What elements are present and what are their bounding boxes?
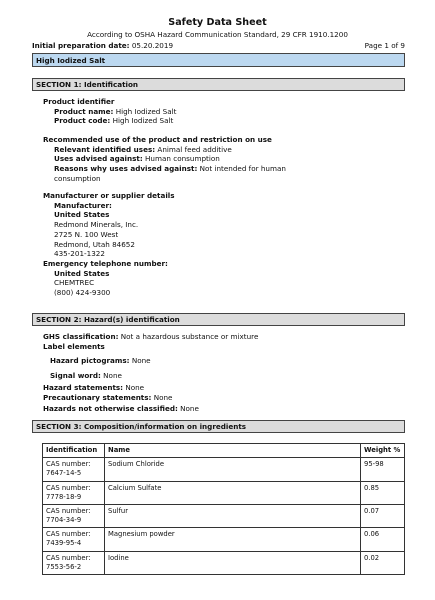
table-row	[43, 528, 405, 551]
weight-percent: 0.07	[361, 504, 405, 527]
signal-word-value: None	[103, 371, 122, 380]
uses-against-value: Human consumption	[145, 154, 220, 164]
hnoc-label: Hazards not otherwise classified:	[43, 404, 178, 414]
statements-block	[43, 383, 403, 414]
emergency-heading: Emergency telephone number:	[43, 259, 168, 268]
hnoc-value: None	[180, 404, 199, 414]
cas-label: CAS number:	[46, 530, 91, 539]
document-title: Safety Data Sheet	[168, 17, 267, 28]
table-row	[43, 504, 405, 527]
manufacturer-address-line2: Redmond, Utah 84652	[54, 239, 135, 249]
product-identifier-block	[43, 97, 403, 126]
pictograms-row	[43, 356, 403, 366]
label-elements-heading: Label elements	[43, 341, 105, 351]
cas-label: CAS number:	[46, 460, 91, 469]
composition-table	[42, 443, 405, 575]
signal-word-label: Signal word:	[50, 371, 101, 380]
table-row	[43, 481, 405, 504]
manufacturer-phone: 435-201-1322	[54, 249, 105, 259]
manufacturer-country: United States	[54, 210, 110, 220]
hazard-statements-value: None	[125, 383, 145, 392]
pictograms-value: None	[131, 356, 151, 365]
weight-percent: 0.85	[361, 481, 405, 504]
ghs-block	[43, 332, 403, 351]
column-header-weight: Weight %	[361, 444, 405, 458]
preparation-date-row	[32, 41, 405, 51]
manufacturer-details-heading: Manufacturer or supplier details	[43, 191, 175, 200]
manufacturer-label: Manufacturer:	[54, 200, 112, 210]
reasons-value-line1: Not intended for human	[199, 164, 286, 174]
ghs-value: Not a hazardous substance or mixture	[120, 332, 259, 341]
relevant-uses-label: Relevant identified uses:	[54, 144, 156, 154]
column-header-identification: Identification	[43, 444, 105, 458]
precautionary-label: Precautionary statements:	[43, 392, 152, 402]
page-number: Page 1 of 9	[364, 41, 405, 50]
hazard-statements-label: Hazard statements:	[43, 383, 124, 392]
ingredient-name: Iodine	[105, 551, 361, 574]
prep-date-label: Initial preparation date:	[32, 41, 130, 50]
product-identifier-heading: Product identifier	[43, 97, 115, 106]
prep-date-value: 05.20.2019	[131, 41, 174, 50]
cas-cell	[43, 481, 105, 504]
weight-percent: 0.02	[361, 551, 405, 574]
cas-cell	[43, 551, 105, 574]
product-banner: High Iodized Salt	[32, 53, 405, 67]
precautionary-value: None	[153, 392, 173, 402]
ghs-label: GHS classification:	[43, 332, 119, 341]
cas-cell	[43, 528, 105, 551]
cas-label: CAS number:	[46, 506, 91, 515]
reasons-label: Reasons why uses advised against:	[54, 164, 198, 174]
manufacturer-address-line1: 2725 N. 100 West	[54, 229, 119, 239]
emergency-block	[43, 259, 403, 298]
product-code-label: Product code:	[54, 116, 111, 126]
cas-cell	[43, 458, 105, 481]
cas-cell	[43, 504, 105, 527]
reasons-value-line2: consumption	[54, 173, 101, 183]
table-row	[43, 458, 405, 481]
table-header-row	[43, 444, 405, 458]
product-code-value: High Iodized Salt	[112, 116, 174, 126]
column-header-name: Name	[105, 444, 361, 458]
section-3-header: SECTION 3: Composition/information on ingredients	[32, 420, 405, 433]
cas-number: 7439-95-4	[46, 539, 82, 548]
weight-percent: 0.06	[361, 528, 405, 551]
manufacturer-block	[43, 191, 403, 259]
cas-number: 7778-18-9	[46, 492, 82, 501]
section-1-header: SECTION 1: Identification	[32, 78, 405, 91]
signal-word-row	[43, 371, 403, 381]
cas-number: 7553-56-2	[46, 562, 82, 571]
pictograms-label: Hazard pictograms:	[50, 356, 130, 365]
ingredient-name: Sulfur	[105, 504, 361, 527]
document-subtitle: According to OSHA Hazard Communication Standard, 29 CFR 1910.1200	[87, 30, 348, 39]
recommended-use-heading: Recommended use of the product and restriction on use	[43, 135, 272, 144]
cas-number: 7704-34-9	[46, 516, 82, 525]
manufacturer-company: Redmond Minerals, Inc.	[54, 220, 139, 230]
cas-number: 7647-14-5	[46, 469, 82, 478]
section-2-header: SECTION 2: Hazard(s) identification	[32, 313, 405, 326]
ingredient-name: Magnesium powder	[105, 528, 361, 551]
emergency-org: CHEMTREC	[54, 278, 95, 288]
product-name-value: High Iodized Salt	[115, 106, 177, 116]
weight-percent: 95-98	[361, 458, 405, 481]
ingredient-name: Sodium Chloride	[105, 458, 361, 481]
cas-label: CAS number:	[46, 553, 91, 562]
emergency-phone: (800) 424-9300	[54, 288, 111, 298]
emergency-country: United States	[54, 268, 110, 278]
cas-label: CAS number:	[46, 483, 91, 492]
uses-against-label: Uses advised against:	[54, 154, 143, 164]
ingredient-name: Calcium Sulfate	[105, 481, 361, 504]
table-row	[43, 551, 405, 574]
product-name-label: Product name:	[54, 106, 114, 116]
relevant-uses-value: Animal feed additive	[157, 144, 232, 154]
recommended-use-block	[43, 135, 403, 184]
